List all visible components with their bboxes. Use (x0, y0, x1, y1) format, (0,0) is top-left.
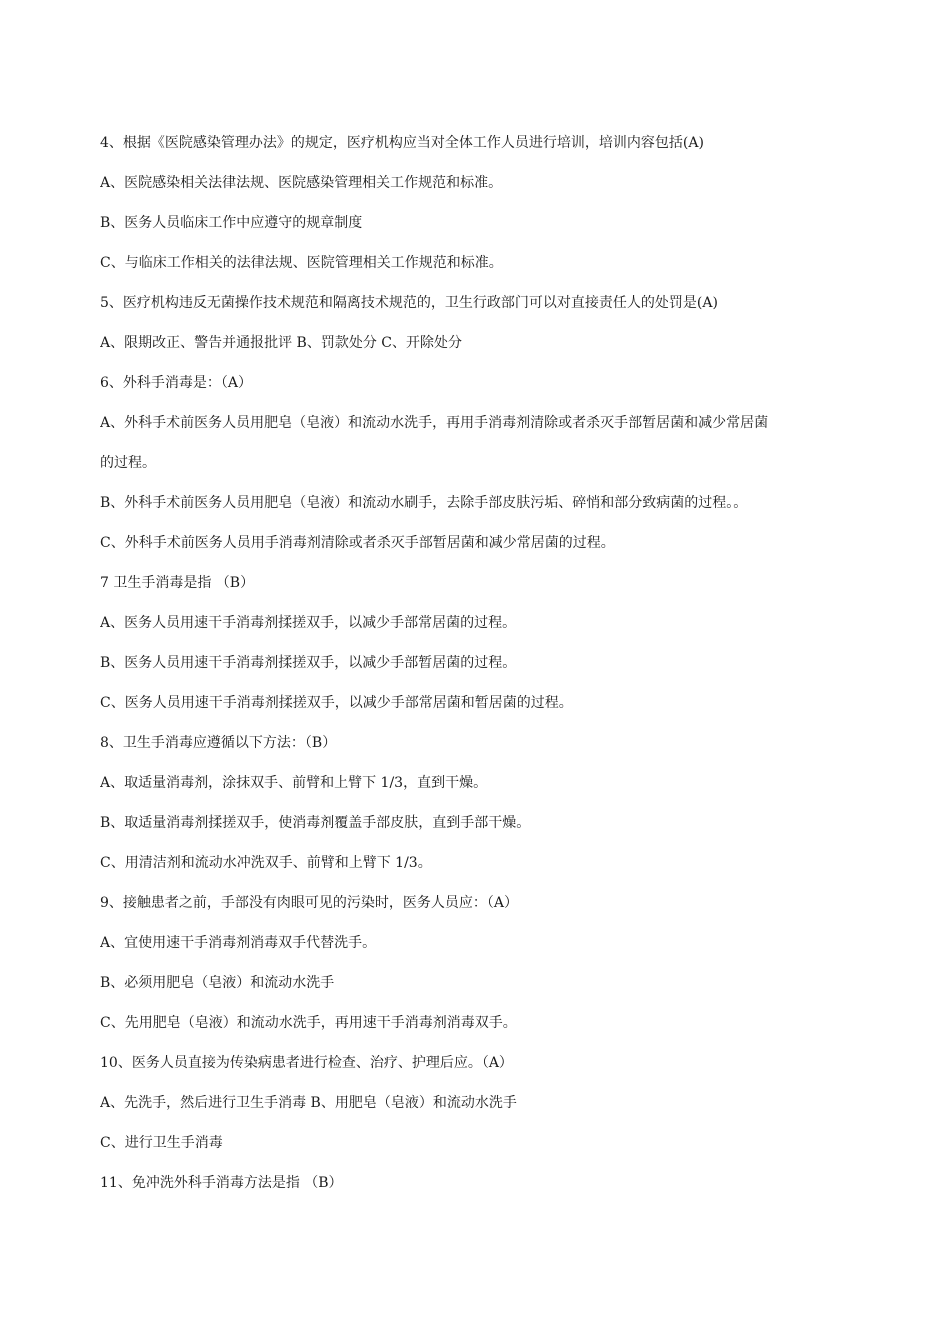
question-10-option-c: C、进行卫生手消毒 (100, 1135, 223, 1151)
question-4-option-b: B、医务人员临床工作中应遵守的规章制度 (100, 215, 363, 231)
question-6-option-c: C、外科手术前医务人员用手消毒剂清除或者杀灭手部暂居菌和减少常居菌的过程。 (100, 535, 615, 551)
question-10-options: A、先洗手，然后进行卫生手消毒 B、用肥皂（皂液）和流动水洗手 (100, 1095, 517, 1111)
question-6-option-a: A、外科手术前医务人员用肥皂（皂液）和流动水洗手，再用手消毒剂清除或者杀灭手部暂居菌和减少常居菌 (100, 415, 769, 431)
question-6-option-b: B、外科手术前医务人员用肥皂（皂液）和流动水刷手，去除手部皮肤污垢、碎悄和部分致病菌的过程。。 (100, 495, 748, 511)
question-10-text: 10、医务人员直接为传染病患者进行检查、治疗、护理后应。（A） (100, 1055, 513, 1071)
question-8-option-b: B、取适量消毒剂揉搓双手，使消毒剂覆盖手部皮肤，直到手部干燥。 (100, 815, 531, 831)
question-9-text: 9、接触患者之前，手部没有肉眼可见的污染时，医务人员应：（A） (100, 895, 519, 911)
question-5-options: A、限期改正、警告并通报批评 B、罚款处分 C、开除处分 (100, 335, 463, 351)
question-6-text: 6、外科手消毒是：（A） (100, 375, 253, 391)
question-4-option-a: A、医院感染相关法律法规、医院感染管理相关工作规范和标准。 (100, 175, 503, 191)
question-7-option-b: B、医务人员用速干手消毒剂揉搓双手，以减少手部暂居菌的过程。 (100, 655, 517, 671)
question-5-text: 5、医疗机构违反无菌操作技术规范和隔离技术规范的，卫生行政部门可以对直接责任人的处罚是(A) (100, 295, 718, 311)
question-4-option-c: C、与临床工作相关的法律法规、医院管理相关工作规范和标准。 (100, 255, 503, 271)
question-9-option-b: B、必须用肥皂（皂液）和流动水洗手 (100, 975, 335, 991)
question-8-option-c: C、用清洁剂和流动水冲洗双手、前臂和上臂下 1/3。 (100, 855, 432, 871)
document-body (100, 130, 880, 1210)
question-7-option-c: C、医务人员用速干手消毒剂揉搓双手，以减少手部常居菌和暂居菌的过程。 (100, 695, 573, 711)
question-8-text: 8、卫生手消毒应遵循以下方法：（B） (100, 735, 337, 751)
question-7-option-a: A、医务人员用速干手消毒剂揉搓双手，以减少手部常居菌的过程。 (100, 615, 517, 631)
question-9-option-a: A、宜使用速干手消毒剂消毒双手代替洗手。 (100, 935, 377, 951)
question-7-text: 7 卫生手消毒是指 （B） (100, 575, 255, 591)
question-4-text: 4、根据《医院感染管理办法》的规定，医疗机构应当对全体工作人员进行培训，培训内容包括(A) (100, 135, 704, 151)
question-8-option-a: A、取适量消毒剂，涂抹双手、前臂和上臂下 1/3，直到干燥。 (100, 775, 488, 791)
question-9-option-c: C、先用肥皂（皂液）和流动水洗手，再用速干手消毒剂消毒双手。 (100, 1015, 517, 1031)
question-11-text: 11、免冲洗外科手消毒方法是指 （B） (100, 1175, 343, 1191)
question-6-option-a-continued: 的过程。 (100, 455, 156, 471)
